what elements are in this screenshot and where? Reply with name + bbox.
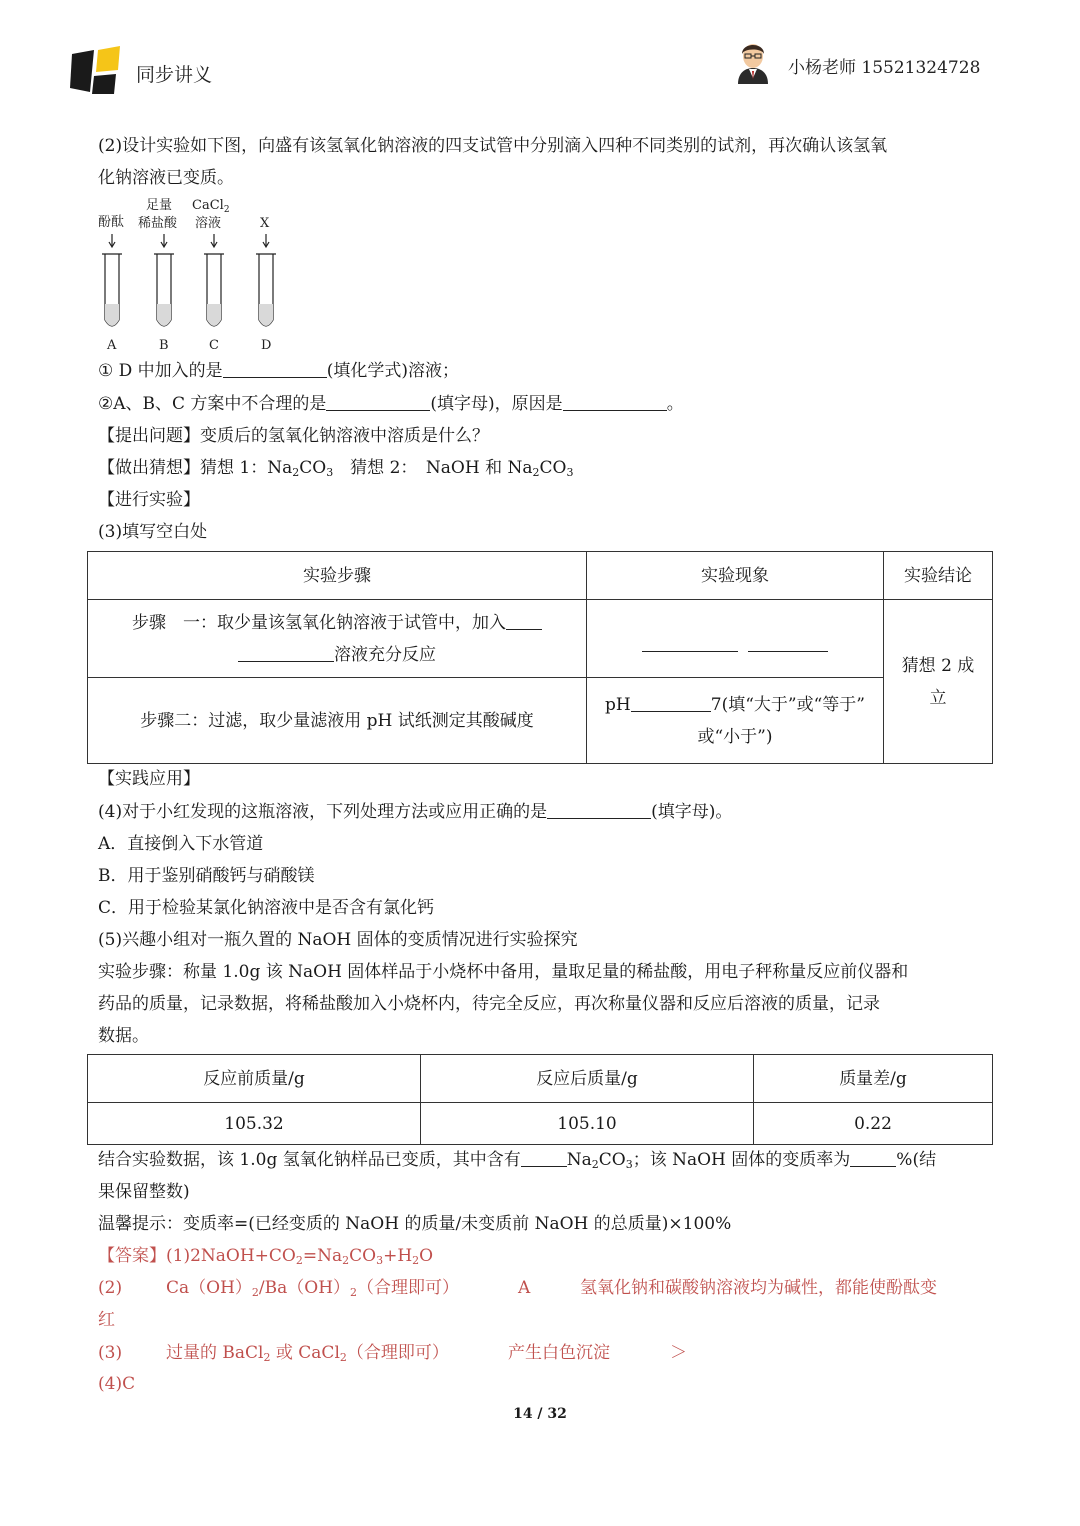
reagent-b-label-1: 足量 xyxy=(146,198,173,213)
answer-2-cont: 红 xyxy=(98,1310,115,1330)
reagent-d-label: X xyxy=(260,216,270,231)
answer-blank[interactable] xyxy=(326,394,430,411)
answer-blank[interactable] xyxy=(563,394,667,411)
experiment-heading: 【进行实验】 xyxy=(98,490,200,510)
answer-4: (4)C xyxy=(98,1374,136,1394)
answer-2: (2) $Ca(OH)_2/Ba(OH)_2$（合理即可） A 氢氧化钠和碳酸钠溶液均为碱性，都能使酚酞变 xyxy=(98,1278,937,1299)
q5-line3: 数据。 xyxy=(98,1026,149,1046)
page-number: 14 / 32 xyxy=(513,1406,567,1422)
option-b: B．用于鉴别硝酸钙与硝酸镁 xyxy=(98,866,315,886)
q2-sub2: ②A、B、C 方案中不合理的是 (填字母)，原因是 。 xyxy=(98,394,684,414)
answer-blank[interactable] xyxy=(506,613,542,630)
experiment-table xyxy=(87,551,993,764)
answer-1: 【答案】$(1)2NaOH+CO_2=Na_2CO_3+H_2O$ xyxy=(98,1246,434,1267)
reagent-a-label: 酚酞 xyxy=(98,215,125,230)
phenomenon2-cell: pH 7(填“大于”或“等于” 或“小于”) xyxy=(587,678,884,764)
table-header: 实验现象 xyxy=(587,552,884,600)
q4: (4)对于小红发现的这瓶溶液，下列处理方法或应用正确的是 (填字母)。 xyxy=(98,802,733,822)
step1-cell: 步骤 一：取少量该氢氧化钠溶液于试管中，加入 溶液充分反应 xyxy=(88,600,587,678)
tube-label-b: B xyxy=(159,338,169,353)
table-header: 质量差/g xyxy=(754,1055,993,1103)
hypothesis: 【做出猜想】猜想 1：$Na_2CO_3$ 猜想 2： NaOH 和 $Na_2CO_3$ xyxy=(98,458,574,479)
table-header: 实验步骤 xyxy=(88,552,587,600)
teacher-avatar-icon xyxy=(732,38,774,84)
q5-line2: 药品的质量，记录数据，将稀盐酸加入小烧杯内，待完全反应，再次称量仪器和反应后溶液的质量，记录 xyxy=(98,994,880,1014)
teacher-contact: 小杨老师 15521324728 xyxy=(788,58,981,78)
tube-label-d: D xyxy=(261,338,272,353)
table-header: 实验结论 xyxy=(884,552,993,600)
q3-heading: (3)填写空白处 xyxy=(98,522,208,542)
reagent-b-label-2: 稀盐酸 xyxy=(138,216,178,231)
phenomenon1-cell xyxy=(587,600,884,678)
reagent-c-label-1: CaCl$_2$ xyxy=(192,198,230,215)
table-header: 反应后质量/g xyxy=(421,1055,754,1103)
brand-logo-icon xyxy=(68,44,128,96)
conclusion-cell: 猜想 2 成 立 xyxy=(884,600,993,764)
table-cell: 105.32 xyxy=(88,1103,421,1145)
answer-blank[interactable] xyxy=(223,361,327,378)
practice-heading: 【实践应用】 xyxy=(98,769,200,789)
conclusion-line1: 结合实验数据，该 1.0g 氢氧化钠样品已变质，其中含有 $Na_2CO_3$；该 NaOH 固体的变质率为 %(结 xyxy=(98,1150,937,1171)
reagent-c-label-2: 溶液 xyxy=(195,216,222,231)
answer-blank[interactable] xyxy=(238,645,334,662)
tube-label-c: C xyxy=(209,338,219,353)
page-header xyxy=(0,0,1080,110)
hint: 温馨提示：变质率=(已经变质的 NaOH 的质量/未变质前 NaOH 的总质量)×100% xyxy=(98,1214,732,1234)
tube-label-a: A xyxy=(107,338,117,353)
answer-blank[interactable] xyxy=(642,635,738,652)
answer-blank[interactable] xyxy=(748,635,828,652)
ask-question: 【提出问题】变质后的氢氧化钠溶液中溶质是什么？ xyxy=(98,426,489,446)
answer-blank[interactable] xyxy=(631,695,711,712)
brand-name: 同步讲义 xyxy=(136,64,213,86)
table-cell: 0.22 xyxy=(754,1103,993,1145)
q2-sub1: ① D 中加入的是 (填化学式)溶液； xyxy=(98,361,459,381)
answer-blank[interactable] xyxy=(850,1150,896,1167)
answer-3: (3) 过量的 BaCl$_2$ 或 CaCl$_2$（合理即可） 产生白色沉淀 ＞ xyxy=(98,1343,687,1364)
step2-cell: 步骤二：过滤，取少量滤液用 pH 试纸测定其酸碱度 xyxy=(88,678,587,764)
test-tube-figure xyxy=(96,196,296,356)
mass-table xyxy=(87,1054,993,1145)
option-a: A．直接倒入下水管道 xyxy=(98,834,264,854)
answer-blank[interactable] xyxy=(521,1150,567,1167)
conclusion-line2: 果保留整数) xyxy=(98,1182,190,1202)
q5: (5)兴趣小组对一瓶久置的 NaOH 固体的变质情况进行实验探究 xyxy=(98,930,578,950)
answer-blank[interactable] xyxy=(547,802,651,819)
table-header: 反应前质量/g xyxy=(88,1055,421,1103)
table-cell: 105.10 xyxy=(421,1103,754,1145)
q2-line1: (2)设计实验如下图，向盛有该氢氧化钠溶液的四支试管中分别滴入四种不同类别的试剂，再次确认该氢氧 xyxy=(98,136,888,156)
option-c: C．用于检验某氯化钠溶液中是否含有氯化钙 xyxy=(98,898,435,918)
q2-line2: 化钠溶液已变质。 xyxy=(98,168,234,188)
q5-line1: 实验步骤：称量 1.0g 该 NaOH 固体样品于小烧杯中备用，量取足量的稀盐酸，用电子秤称量反应前仪器和 xyxy=(98,962,909,982)
